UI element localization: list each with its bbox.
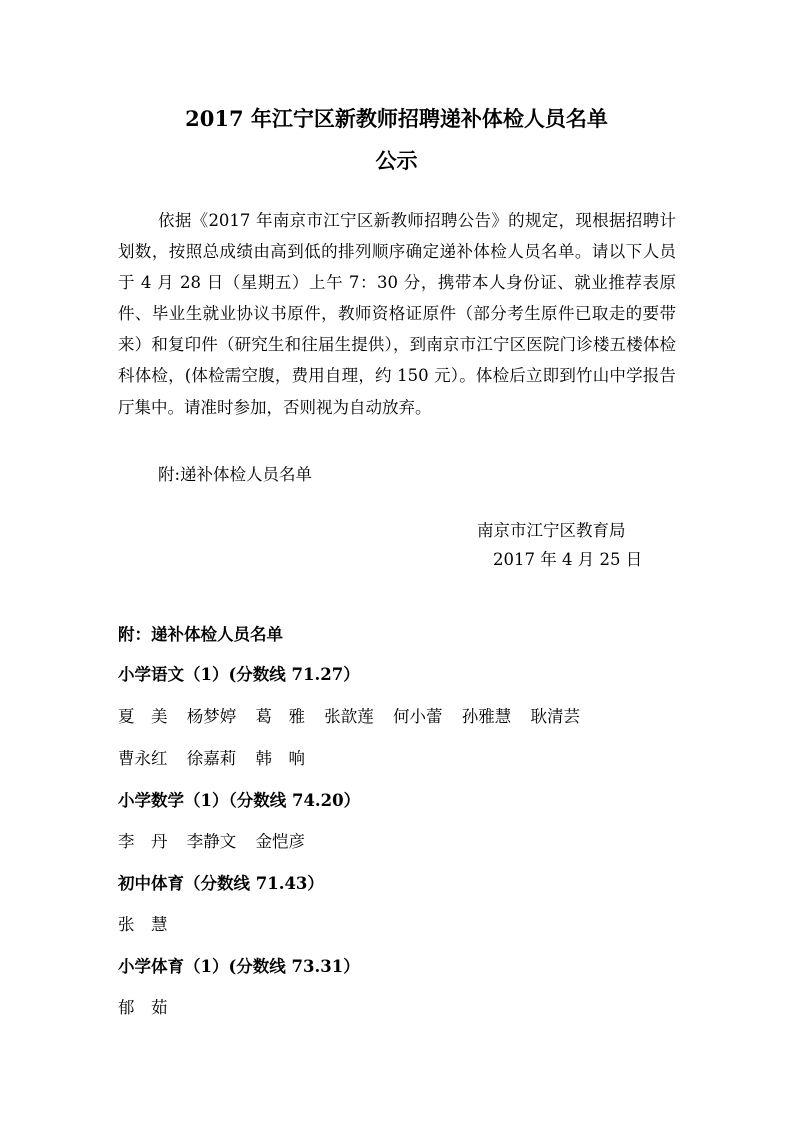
candidate-name: 李 丹 [118,832,168,851]
list-heading: 附：递补体检人员名单 [118,625,283,644]
notice-body: 依据《2017 年南京市江宁区新教师招聘公告》的规定，现根据招聘计划数，按照总成绩由高到低的排列顺序确定递补体检人员名单。请以下人员于 4 月 28 日（星期五）上午 7：30 分，携带本人身份证、就业推荐表原件、毕业生就业协议书原件，教师资格证原件（部分考生原件已取走的要带来）和复印件（研究生和往届生提供），到南京市江宁区医院门诊楼五楼体检科体检，(体检需空腹，费用自理，约 150 元）。体检后立即到竹山中学报告厅集中。请准时参加，否则视为自动放弃。 [118,211,676,417]
candidate-name: 何小蕾 [393,707,443,726]
signature-organization: 南京市江宁区教育局 [477,521,626,540]
candidate-name: 葛 雅 [255,707,305,726]
page-title: 2017 年江宁区新教师招聘递补体检人员名单 [185,106,608,131]
candidate-name: 张歆莲 [324,707,374,726]
group-title-primary-pe: 小学体育（1）(分数线 73.31） [118,957,360,976]
group-title-primary-math: 小学数学（1）（分数线 74.20） [118,791,361,810]
candidate-name: 张 慧 [118,915,168,934]
candidate-name: 韩 响 [255,749,305,768]
names-row [118,706,594,728]
names-row [118,997,182,1019]
candidate-name: 耿清芸 [530,707,580,726]
page-subtitle: 公示 [375,148,418,173]
signature-date: 2017 年 4 月 25 日 [493,550,643,569]
candidate-name: 金恺彦 [255,832,305,851]
candidate-name: 孙雅慧 [461,707,512,726]
candidate-name: 夏 美 [118,707,168,726]
group-title-middle-pe: 初中体育（分数线 71.43） [118,874,324,893]
names-row [118,748,319,770]
candidate-name: 杨梦婷 [186,707,237,726]
names-row [118,914,182,936]
names-row [118,831,319,853]
group-title-primary-chinese: 小学语文（1）(分数线 71.27） [118,665,360,684]
candidate-name: 徐嘉莉 [186,749,237,768]
candidate-name: 郁 茹 [118,998,168,1017]
attachment-label: 附:递补体检人员名单 [158,465,313,484]
candidate-name: 曹永红 [118,749,168,768]
candidate-name: 李静文 [186,832,237,851]
